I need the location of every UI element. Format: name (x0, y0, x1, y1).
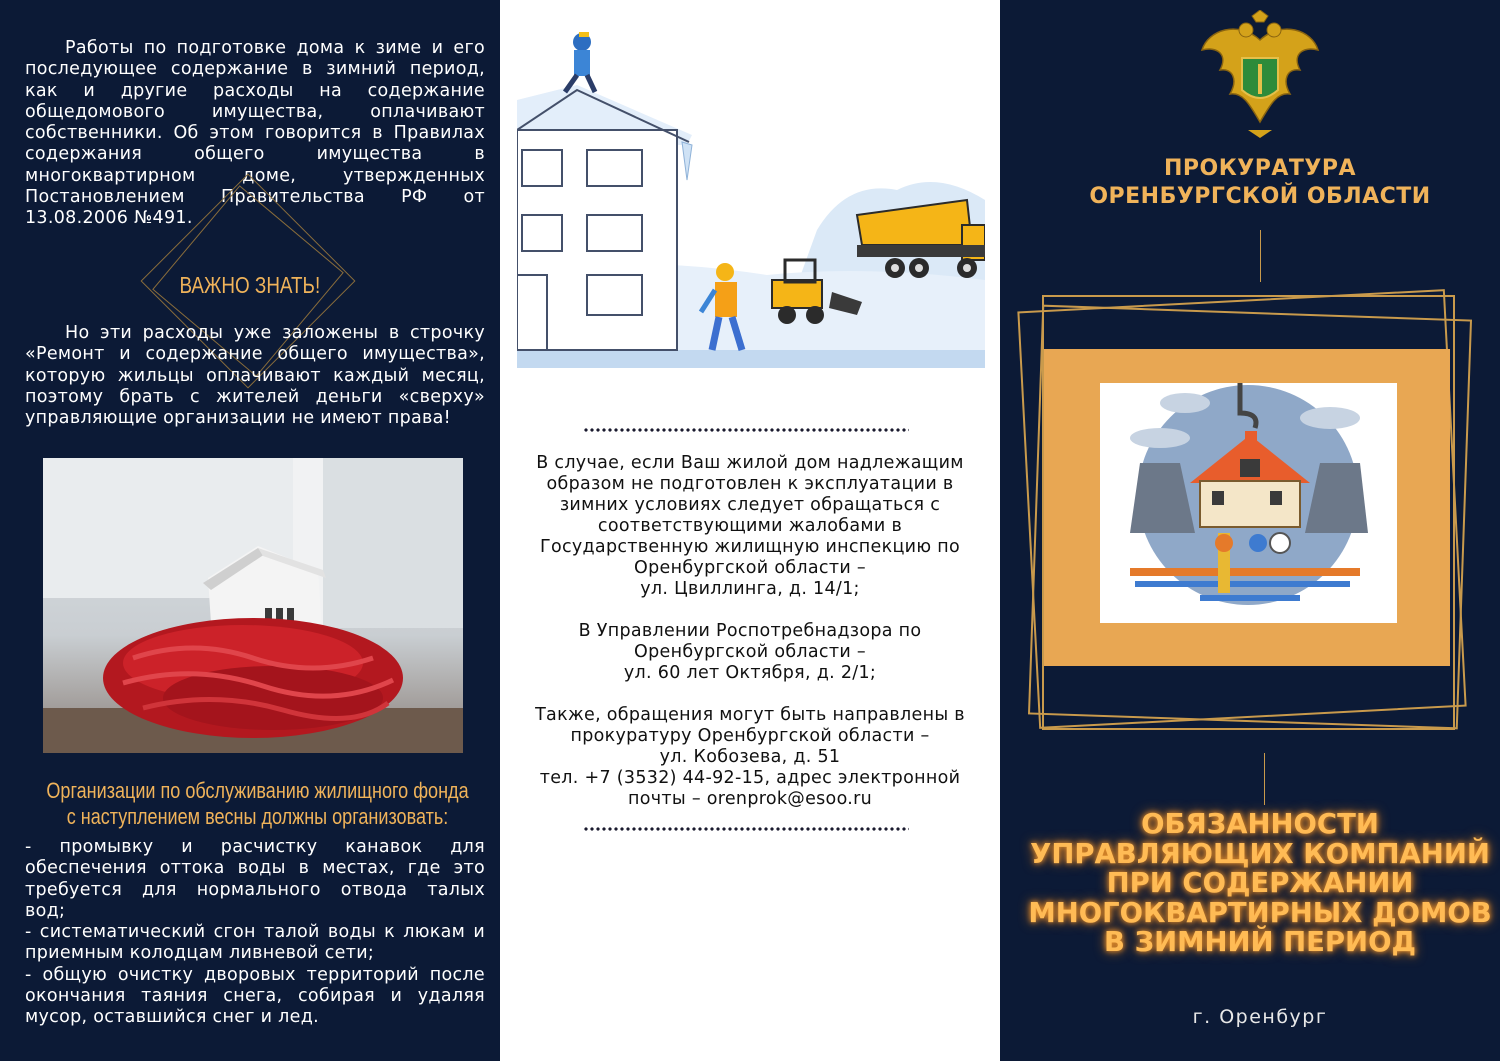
city-name: г. Оренбург (1192, 1006, 1328, 1028)
complaint-line: Государственную жилищную инспекцию по (539, 537, 961, 557)
complaint-line: ул. Цвиллинга, д. 14/1; (640, 579, 860, 599)
duty-line: - общую очистку дворовых территорий после (25, 964, 485, 985)
note-paragraph (25, 323, 485, 429)
duties-list (25, 837, 485, 1029)
duty-line: окончания таяния снега, собирая и удаляя (25, 986, 485, 1007)
brochure-title: ОБЯЗАННОСТИ УПРАВЛЯЮЩИХ КОМПАНИЙ ПРИ СОДЕРЖАНИИ МНОГОКВАРТИРНЫХ ДОМОВ В ЗИМНИЙ ПЕРИОД (1028, 808, 1492, 958)
intro-line: Работы по подготовке дома к зиме и его (65, 38, 485, 58)
prosecutor-line: прокуратуру Оренбургской области – (570, 726, 930, 746)
right-panel (1000, 0, 1500, 1061)
house-in-scarf-photo (43, 458, 463, 753)
complaint-line: соответствующими жалобами в (597, 516, 903, 536)
decor-line (1264, 753, 1265, 805)
rospotreb-line: В Управлении Роспотребнадзора по (578, 621, 922, 641)
rospotreb-line: ул. 60 лет Октября, д. 2/1; (623, 663, 877, 683)
complaint-line: зимних условиях следует обращаться с (559, 495, 941, 515)
intro-line: содержания общего имущества в (25, 144, 485, 165)
duty-line: обеспечения оттока воды в местах, где это (25, 858, 485, 879)
prosecutor-line: тел. +7 (3532) 44-92-15, адрес электронной (539, 768, 961, 788)
note-line: Но эти расходы уже заложены в строчку (65, 323, 485, 343)
house-utilities-illustration (1100, 383, 1397, 623)
duty-line: требуется для нормального отвода талых (25, 879, 485, 900)
duty-line: - промывку и расчистку канавок для (25, 837, 485, 857)
intro-line: общедомового имущества, оплачивают (25, 101, 485, 122)
note-line: которую жильцы оплачивают каждый месяц, (25, 365, 485, 386)
complaint-line: образом не подготовлен к эксплуатации в (546, 474, 954, 494)
intro-line: собственники. Об этом говорится в Правилах (25, 123, 485, 144)
left-panel (0, 0, 500, 1061)
middle-panel (500, 0, 1000, 1061)
intro-line: как и другие расходы на содержание (25, 80, 485, 101)
rospotreb-line: Оренбургской области – (634, 642, 866, 662)
duty-line: приемным колодцам ливневой сети; (25, 943, 375, 964)
organizations-heading: Организации по обслуживанию жилищного фонда с наступлением весны должны организовать: (46, 778, 469, 829)
dotted-divider (583, 826, 909, 832)
prosecutor-paragraph (520, 705, 980, 810)
complaint-line: Оренбургской области – (634, 558, 866, 578)
decor-line (1260, 230, 1261, 282)
intro-line: Постановлением Правительства РФ от (25, 187, 485, 208)
duty-line: - систематический сгон талой воды к люкам и (25, 922, 485, 943)
double-headed-eagle-emblem-icon (1198, 10, 1322, 140)
intro-line: 13.08.2006 №491. (25, 208, 193, 229)
rospotrebnadzor-paragraph (520, 621, 980, 684)
prosecutor-line: почты – orenprok@esoo.ru (627, 789, 873, 809)
intro-line: последующее содержание в зимний период, (25, 59, 485, 80)
prosecutor-line: Также, обращения могут быть направлены в (535, 705, 965, 725)
note-line: управляющие организации не имеют права! (25, 408, 452, 429)
complaint-line: В случае, если Ваш жилой дом надлежащим (536, 453, 964, 473)
important-label: ВАЖНО ЗНАТЬ! (179, 272, 321, 298)
intro-line: многоквартирном доме, утвержденных (25, 165, 485, 186)
duty-line: вод; (25, 900, 66, 921)
note-line: поэтому брать с жителей деньги «сверху» (25, 386, 485, 407)
note-line: «Ремонт и содержание общего имущества», (25, 344, 485, 365)
dotted-divider (583, 427, 909, 433)
duty-line: мусор, оставшийся снег и лед. (25, 1007, 319, 1028)
organization-name: ПРОКУРАТУРА ОРЕНБУРГСКОЙ ОБЛАСТИ (1089, 156, 1431, 209)
complaint-paragraph (520, 453, 980, 600)
prosecutor-line: ул. Кобозева, д. 51 (659, 747, 841, 767)
winter-maintenance-illustration (517, 30, 985, 368)
